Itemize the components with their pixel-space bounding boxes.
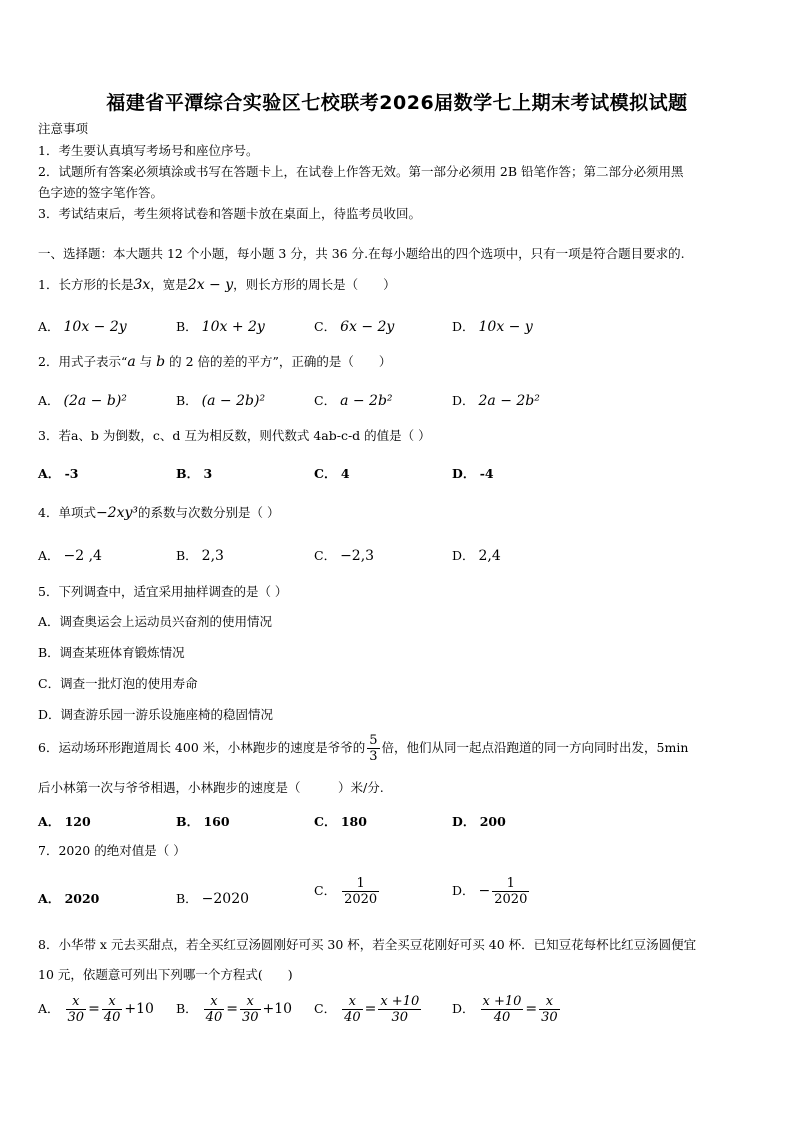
question-4 <box>38 505 280 521</box>
question-2 <box>38 354 391 370</box>
option-value: 200 <box>479 814 506 829</box>
option-label: B． <box>176 891 198 906</box>
question-6-line-2: 后小林第一次与爷爷相遇，小林跑步的速度是（ ）米/分. <box>38 780 384 795</box>
q1-option-c[interactable] <box>314 317 394 335</box>
q2-option-b[interactable] <box>176 391 265 409</box>
fraction <box>240 994 261 1025</box>
option-value: −2,3 <box>340 548 375 564</box>
q4-stem-pre: 4．单项式 <box>38 505 96 520</box>
option-label: A． <box>38 548 60 563</box>
option-value: −2020 <box>201 891 250 907</box>
option-label: D． <box>452 466 476 481</box>
fraction-numerator: 1 <box>492 876 529 892</box>
q8-option-b[interactable] <box>176 994 292 1025</box>
option-label: A． <box>38 393 60 408</box>
q6-option-a[interactable] <box>38 812 91 830</box>
q3-option-b[interactable] <box>176 464 212 482</box>
fraction <box>539 994 560 1025</box>
option-label: C． <box>314 466 337 481</box>
fraction-numerator: x +10 <box>380 994 420 1009</box>
option-value: 10x − y <box>478 319 533 335</box>
equals-sign: = <box>226 1001 238 1017</box>
option-label: C． <box>314 1001 337 1016</box>
notice-heading: 注意事项 <box>38 121 89 136</box>
q7-option-a[interactable] <box>38 889 99 907</box>
option-value: 4 <box>340 466 350 481</box>
fraction-denominator: 30 <box>241 1010 259 1025</box>
fraction <box>342 994 363 1025</box>
option-label: B． <box>176 814 200 829</box>
option-label: C． <box>314 393 337 408</box>
notice-item-2-cont: 色字迹的签字笔作答。 <box>38 185 164 200</box>
fraction <box>378 994 421 1025</box>
q3-option-d[interactable] <box>452 464 494 482</box>
q5-option-c[interactable]: C．调查一批灯泡的使用寿命 <box>38 676 198 691</box>
q4-stem-post: 的系数与次数分别是（ ） <box>138 505 280 520</box>
option-label: C． <box>314 548 337 563</box>
q2-option-d[interactable] <box>452 391 540 409</box>
option-value: 2,4 <box>478 548 501 564</box>
q8-option-d[interactable] <box>452 994 562 1025</box>
fraction-numerator: x <box>102 994 123 1010</box>
option-label: D． <box>452 1001 475 1016</box>
option-value: 2,3 <box>201 548 224 564</box>
option-label: C． <box>314 319 337 334</box>
option-tail: +10 <box>262 1001 293 1017</box>
q1-stem-pre: 1．长方形的长是 <box>38 277 134 292</box>
option-value: -3 <box>64 466 79 481</box>
question-8-line-2: 10 元，依题意可列出下列哪一个方程式( ) <box>38 967 293 982</box>
option-label: D． <box>452 548 475 563</box>
equals-sign: = <box>364 1001 377 1017</box>
question-1 <box>38 277 396 293</box>
option-label: B． <box>176 548 198 563</box>
q6-option-b[interactable] <box>176 812 230 830</box>
option-value: 160 <box>203 814 230 829</box>
option-label: B． <box>176 393 198 408</box>
q1-stem-post: ，则长方形的周长是（ ） <box>233 277 396 292</box>
question-7: 7．2020 的绝对值是（ ） <box>38 843 186 858</box>
fraction <box>481 994 524 1025</box>
q1-option-d[interactable] <box>452 317 533 335</box>
option-label: D． <box>452 393 475 408</box>
question-8: 8．小华带 x 元去买甜点，若全买红豆汤圆刚好可买 30 杯，若全买豆花刚好可买 40 杯．已知豆花每杯比红豆汤圆便宜 <box>38 937 697 952</box>
option-label: B． <box>176 319 198 334</box>
q4-option-a[interactable] <box>38 546 102 564</box>
q1-width-expr: 2x − y <box>187 277 234 293</box>
q4-monomial: −2xy³ <box>95 505 139 521</box>
q8-option-c[interactable] <box>314 994 423 1025</box>
option-value: 2a − 2b² <box>478 393 540 409</box>
q2-var-a: a <box>127 354 136 370</box>
fraction-denominator: 40 <box>344 1010 361 1025</box>
option-label: A． <box>38 891 61 906</box>
fraction-denominator: 3 <box>369 749 378 764</box>
q1-option-a[interactable] <box>38 317 127 335</box>
option-value: 180 <box>340 814 367 829</box>
q2-option-a[interactable] <box>38 391 127 409</box>
fraction-numerator: x +10 <box>482 994 522 1009</box>
option-value: 10x − 2y <box>63 319 127 335</box>
fraction-numerator: x <box>240 994 261 1010</box>
q6-stem-post: 倍，他们从同一起点沿跑道的同一方向同时出发，5min <box>381 740 689 755</box>
fraction-numerator: x <box>539 994 560 1010</box>
option-value: 120 <box>64 814 91 829</box>
fraction-denominator: 2020 <box>494 892 528 907</box>
fraction-denominator: 40 <box>493 1010 511 1025</box>
q4-option-d[interactable] <box>452 546 501 564</box>
q6-option-d[interactable] <box>452 812 506 830</box>
option-label: B． <box>176 466 200 481</box>
q5-option-a[interactable]: A．调查奥运会上运动员兴奋剂的使用情况 <box>38 614 273 629</box>
question-3: 3．若a、b 为倒数，c、d 互为相反数，则代数式 4ab-c-d 的值是（ ） <box>38 428 431 443</box>
fraction-denominator: 40 <box>205 1010 223 1025</box>
option-value: (a − 2b)² <box>201 393 266 409</box>
q1-option-b[interactable] <box>176 317 265 335</box>
option-value: 10x + 2y <box>201 319 265 335</box>
fraction-numerator: x <box>204 994 225 1010</box>
question-5: 5．下列调查中，适宜采用抽样调查的是（ ） <box>38 584 288 599</box>
equals-sign: = <box>88 1001 100 1017</box>
q2-stem-mid: 与 <box>135 354 157 369</box>
option-label: D． <box>452 319 475 334</box>
q6-option-c[interactable] <box>314 812 367 830</box>
q2-stem-post: 的 2 倍的差的平方”，正确的是（ ） <box>165 354 392 369</box>
q2-stem-pre: 2．用式子表示“ <box>38 354 128 369</box>
option-label: A． <box>38 319 60 334</box>
fraction-denominator: 2020 <box>344 892 378 907</box>
option-value: a − 2b² <box>340 393 393 409</box>
q7-option-d[interactable] <box>452 876 531 907</box>
notice-item-2: 2．试题所有答案必须填涂或书写在答题卡上，在试卷上作答无效。第一部分必须用 2B 铅笔作答；第二部分必须用黑 <box>38 164 684 179</box>
option-value: (2a − b)² <box>63 393 127 409</box>
fraction <box>66 994 87 1025</box>
q7-c-fraction <box>342 876 379 907</box>
q7-option-c[interactable] <box>314 876 381 907</box>
option-value: -4 <box>479 466 494 481</box>
section-heading: 一、选择题：本大题共 12 个小题，每小题 3 分，共 36 分.在每小题给出的四个选项中，只有一项是符合题目要求的. <box>38 246 685 261</box>
q5-option-d[interactable]: D．调查游乐园一游乐设施座椅的稳固情况 <box>38 707 274 722</box>
notice-item-1: 1．考生要认真填写考场号和座位序号。 <box>38 143 259 158</box>
q5-option-b[interactable]: B．调查某班体育锻炼情况 <box>38 645 185 660</box>
fraction <box>204 994 225 1025</box>
q7-d-fraction <box>492 876 529 907</box>
question-6 <box>38 733 688 764</box>
option-value: 3 <box>203 466 213 481</box>
q3-option-a[interactable] <box>38 464 78 482</box>
page-title: 福建省平潭综合实验区七校联考2026届数学七上期末考试模拟试题 <box>106 92 688 114</box>
q8-option-a[interactable] <box>38 994 154 1025</box>
option-value: −2 ,4 <box>63 548 102 564</box>
q4-option-b[interactable] <box>176 546 224 564</box>
option-label: A． <box>38 466 61 481</box>
option-label: D． <box>452 814 476 829</box>
q3-option-c[interactable] <box>314 464 350 482</box>
option-value: 2020 <box>64 891 100 906</box>
fraction-denominator: 30 <box>391 1010 409 1025</box>
fraction-numerator: x <box>66 994 87 1010</box>
notice-item-3: 3．考试结束后，考生须将试卷和答题卡放在桌面上，待监考员收回。 <box>38 206 421 221</box>
option-label: C． <box>314 883 337 898</box>
option-tail: +10 <box>124 1001 154 1017</box>
fraction-numerator: 1 <box>342 876 379 892</box>
option-label: A． <box>38 814 61 829</box>
q1-stem-mid: ，宽是 <box>150 277 188 292</box>
q2-option-c[interactable] <box>314 391 393 409</box>
option-label: A． <box>38 1001 60 1016</box>
option-value: 6x − 2y <box>340 319 395 335</box>
option-label: D． <box>452 883 475 898</box>
fraction-denominator: 30 <box>541 1010 558 1025</box>
q4-option-c[interactable] <box>314 546 374 564</box>
q6-stem-pre: 6．运动场环形跑道周长 400 米，小林跑步的速度是爷爷的 <box>38 740 366 755</box>
q1-length-expr: 3x <box>133 277 151 293</box>
q7-option-b[interactable] <box>176 889 249 907</box>
option-label: B． <box>176 1001 198 1016</box>
q6-fraction <box>367 733 379 764</box>
fraction-numerator: 5 <box>369 733 378 748</box>
equals-sign: = <box>525 1001 538 1017</box>
fraction <box>102 994 123 1025</box>
option-label: C． <box>314 814 337 829</box>
fraction-denominator: 30 <box>67 1010 85 1025</box>
fraction-numerator: x <box>342 994 363 1010</box>
q2-var-b: b <box>156 354 166 370</box>
fraction-denominator: 40 <box>103 1010 121 1025</box>
minus-sign: − <box>478 883 491 899</box>
